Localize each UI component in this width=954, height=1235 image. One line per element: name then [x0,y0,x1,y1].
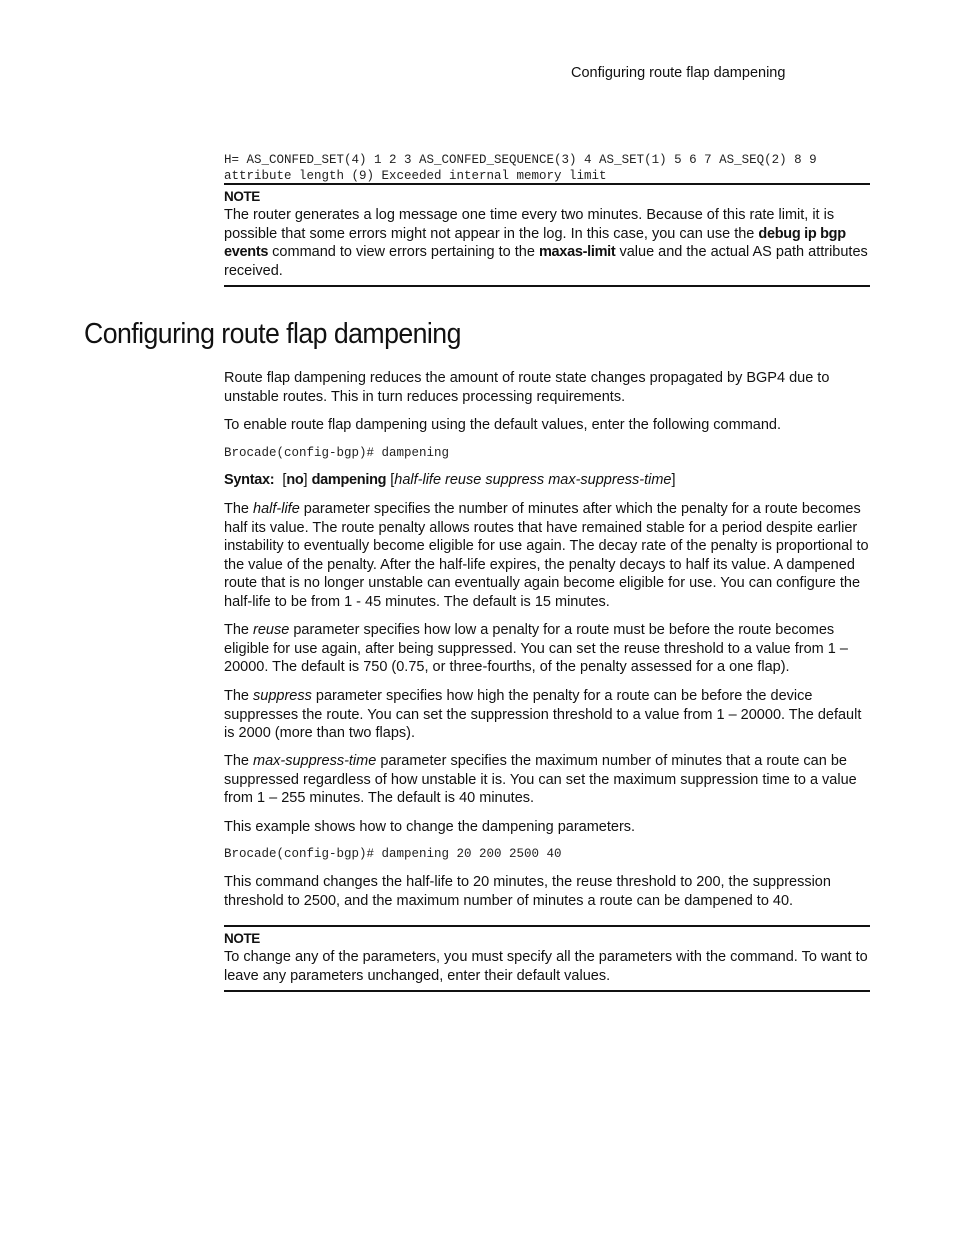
param-name: max-suppress-time [253,753,377,769]
command-name: maxas-limit [538,244,616,261]
command-name: debug ip bgp events [224,225,846,261]
param-name: half-life [253,501,300,517]
note-box [224,183,870,287]
code-line: attribute length (9) Exceeded internal memory limit [224,169,607,183]
suppress-paragraph: The suppress parameter specifies how high the penalty for a route can be before the device suppresses the route. You can set the suppression threshold to a value from 1 – 20000. The default is 2000 (more than two flaps). [224,688,862,742]
param-name: reuse [253,622,290,638]
reuse-paragraph: The reuse parameter specifies how low a penalty for a route must be before the route becomes eligible for use again, after being suppressed. You can set the reuse threshold to a value from 1 – 20000. The default is 750 (0.75, or three-fourths, of the penalty assessed for a one flap). [224,622,848,676]
command-example: Brocade(config-bgp)# dampening [224,446,450,460]
result-paragraph: This command changes the half-life to 20 minutes, the reuse threshold to 200, the suppression threshold to 2500, and the maximum number of minutes a route can be dampened to 40. [224,874,831,909]
note-text: The router generates a log message one time every two minutes. Because of this rate limit, it is possible that some errors might not appear in the log. In this case, you can use the debug ip bgp events command to view errors pertaining to the maxas-limit value and the actual AS path attributes received. [224,207,868,279]
code-line: H= AS_CONFED_SET(4) 1 2 3 AS_CONFED_SEQUENCE(3) 4 AS_SET(1) 5 6 7 AS_SEQ(2) 8 9 [224,153,817,167]
running-header: Configuring route flap dampening [571,65,786,81]
section-title: Configuring route flap dampening [84,318,461,350]
intro-paragraph: Route flap dampening reduces the amount of route state changes propagated by BGP4 due to unstable routes. This in turn reduces processing requirements. [224,370,830,405]
note-title: NOTE [224,189,260,204]
note-box [224,925,870,992]
halflife-paragraph: The half-life parameter specifies the number of minutes after which the penalty for a route becomes half its value. The route penalty allows routes that have remained stable for a period despite earlier instability to eventually become eligible for use again. The decay rate of the penalty is proportional to the value of the penalty. After the half-life expires, the penalty decays to half its value. A dampened route that is no longer unstable can eventually again become eligible for use. You can configure the half-life to be from 1 - 45 minutes. The default is 15 minutes. [224,501,869,610]
syntax-label: Syntax: [224,472,275,488]
example-paragraph: This example shows how to change the dampening parameters. [224,819,636,835]
maxsuppress-paragraph: The max-suppress-time parameter specifies the maximum number of minutes that a route can be suppressed regardless of how unstable it is. You can set the maximum suppression time to a value from 1 – 255 minutes. The default is 40 minutes. [224,753,857,807]
note-text: To change any of the parameters, you must specify all the parameters with the command. To want to leave any parameters unchanged, enter their default values. [224,949,868,984]
enable-paragraph: To enable route flap dampening using the default values, enter the following command. [224,417,781,433]
note-title: NOTE [224,931,260,946]
param-name: suppress [253,688,312,704]
syntax-line: Syntax: [no] dampening [half-life reuse suppress max-suppress-time] [224,472,676,488]
command-example: Brocade(config-bgp)# dampening 20 200 2500 40 [224,847,562,861]
